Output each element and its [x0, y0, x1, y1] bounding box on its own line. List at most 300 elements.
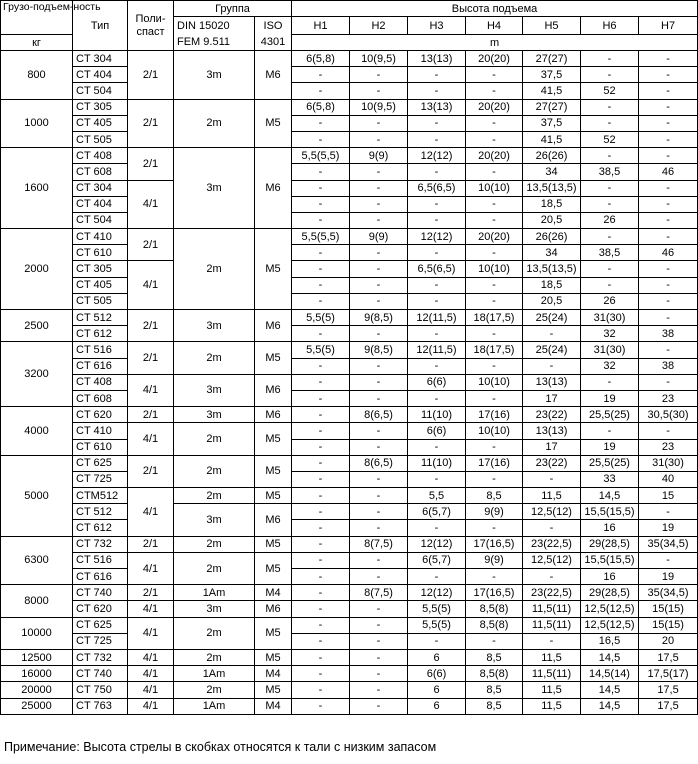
height-h4-cell: 9(9)	[466, 552, 523, 568]
height-h7-cell: -	[639, 293, 698, 309]
height-h5-cell: 17	[523, 390, 581, 406]
height-h2-cell: -	[350, 504, 408, 520]
height-h7-cell: 17,5	[639, 682, 698, 698]
height-h1-cell: -	[292, 536, 350, 552]
header-load-unit: кг	[1, 35, 73, 51]
height-h1-cell: -	[292, 585, 350, 601]
height-h2-cell: -	[350, 164, 408, 180]
reeving-cell: 4/1	[128, 666, 174, 682]
height-h3-cell: -	[408, 212, 466, 228]
reeving-cell: 2/1	[128, 455, 174, 487]
height-h1-cell: -	[292, 180, 350, 196]
height-h6-cell: -	[581, 115, 639, 131]
din-group-cell: 2m	[174, 682, 255, 698]
table-row	[1, 326, 698, 342]
reeving-cell: 4/1	[128, 682, 174, 698]
height-h4-cell: 8,5(8)	[466, 617, 523, 633]
height-h2-cell: -	[350, 83, 408, 99]
hoist-type-cell: CT 305	[73, 99, 128, 115]
iso-group-cell: M4	[255, 585, 292, 601]
hoist-type-cell: CT 625	[73, 455, 128, 471]
height-h4-cell: 10(10)	[466, 423, 523, 439]
header-h3: H3	[408, 17, 466, 35]
height-h6-cell: 32	[581, 358, 639, 374]
height-h4-cell: -	[466, 633, 523, 649]
iso-group-cell: M6	[255, 310, 292, 342]
height-h5-cell: 11,5	[523, 488, 581, 504]
table-row	[1, 536, 698, 552]
reeving-cell: 2/1	[128, 585, 174, 601]
hoist-type-cell: CT 405	[73, 115, 128, 131]
height-h6-cell: 38,5	[581, 164, 639, 180]
height-h6-cell: 12,5(12,5)	[581, 601, 639, 617]
height-h3-cell: 6(6)	[408, 666, 466, 682]
hoist-type-cell: CT 408	[73, 374, 128, 390]
height-h6-cell: 26	[581, 212, 639, 228]
height-h7-cell: -	[639, 504, 698, 520]
height-h2-cell: -	[350, 471, 408, 487]
load-capacity-cell: 12500	[1, 649, 73, 665]
hoist-type-cell: CT 610	[73, 439, 128, 455]
height-h2-cell: -	[350, 245, 408, 261]
load-capacity-cell: 2000	[1, 229, 73, 310]
hoist-type-cell: CT 504	[73, 83, 128, 99]
height-h6-cell: 52	[581, 131, 639, 147]
height-h4-cell: 8,5(8)	[466, 601, 523, 617]
hoist-type-cell: CT 305	[73, 261, 128, 277]
table-row	[1, 569, 698, 585]
height-h3-cell: 5,5	[408, 488, 466, 504]
hoist-type-cell: CT 763	[73, 698, 128, 714]
height-h5-cell: 18,5	[523, 196, 581, 212]
height-h2-cell: 9(8,5)	[350, 310, 408, 326]
height-h1-cell: -	[292, 601, 350, 617]
height-h7-cell: 19	[639, 520, 698, 536]
din-group-cell: 3m	[174, 51, 255, 100]
height-h7-cell: 31(30)	[639, 455, 698, 471]
height-h3-cell: -	[408, 115, 466, 131]
height-h4-cell: 20(20)	[466, 148, 523, 164]
height-h7-cell: 20	[639, 633, 698, 649]
header-height-unit: m	[292, 35, 698, 51]
height-h7-cell: 19	[639, 569, 698, 585]
height-h3-cell: 6,5(6,5)	[408, 261, 466, 277]
table-row	[1, 585, 698, 601]
hoist-type-cell: CT 404	[73, 67, 128, 83]
din-group-cell: 3m	[174, 601, 255, 617]
height-h7-cell: -	[639, 148, 698, 164]
hoist-type-cell: CT 616	[73, 358, 128, 374]
height-h7-cell: -	[639, 277, 698, 293]
height-h2-cell: -	[350, 666, 408, 682]
height-h7-cell: 17,5	[639, 649, 698, 665]
hoist-type-cell: CT 512	[73, 504, 128, 520]
height-h5-cell: 27(27)	[523, 51, 581, 67]
header-fem-standard: FEM 9.511	[174, 35, 255, 51]
iso-group-cell: M6	[255, 148, 292, 229]
height-h5-cell: 23(22)	[523, 455, 581, 471]
height-h4-cell: 9(9)	[466, 504, 523, 520]
height-h1-cell: -	[292, 471, 350, 487]
hoist-type-cell: CT 512	[73, 310, 128, 326]
height-h2-cell: -	[350, 212, 408, 228]
height-h5-cell: 11,5(11)	[523, 617, 581, 633]
table-row	[1, 488, 698, 504]
height-h6-cell: 14,5	[581, 649, 639, 665]
height-h6-cell: 38,5	[581, 245, 639, 261]
height-h3-cell: 12(12)	[408, 148, 466, 164]
height-h5-cell: 13(13)	[523, 374, 581, 390]
iso-group-cell: M5	[255, 488, 292, 504]
height-h7-cell: -	[639, 115, 698, 131]
height-h5-cell: 13,5(13,5)	[523, 180, 581, 196]
height-h4-cell: -	[466, 131, 523, 147]
height-h6-cell: 15,5(15,5)	[581, 552, 639, 568]
height-h6-cell: 29(28,5)	[581, 585, 639, 601]
height-h6-cell: -	[581, 180, 639, 196]
height-h2-cell: -	[350, 488, 408, 504]
header-h2: H2	[350, 17, 408, 35]
height-h7-cell: 17,5(17)	[639, 666, 698, 682]
height-h6-cell: 14,5	[581, 698, 639, 714]
height-h6-cell: 52	[581, 83, 639, 99]
height-h5-cell: 20,5	[523, 293, 581, 309]
height-h7-cell: -	[639, 310, 698, 326]
iso-group-cell: M5	[255, 682, 292, 698]
reeving-cell: 4/1	[128, 601, 174, 617]
height-h1-cell: -	[292, 164, 350, 180]
height-h6-cell: -	[581, 277, 639, 293]
height-h7-cell: -	[639, 423, 698, 439]
height-h3-cell: -	[408, 471, 466, 487]
height-h6-cell: 12,5(12,5)	[581, 617, 639, 633]
hoist-type-cell: CT 732	[73, 536, 128, 552]
reeving-cell: 4/1	[128, 617, 174, 649]
table-row	[1, 293, 698, 309]
height-h3-cell: 6(5,7)	[408, 504, 466, 520]
iso-group-cell: M5	[255, 649, 292, 665]
hoist-type-cell: CT 404	[73, 196, 128, 212]
header-reeving: Поли-спаст	[128, 1, 174, 51]
height-h7-cell: 30,5(30)	[639, 407, 698, 423]
din-group-cell: 3m	[174, 407, 255, 423]
table-row	[1, 601, 698, 617]
height-h1-cell: 5,5(5)	[292, 342, 350, 358]
height-h5-cell: 12,5(12)	[523, 504, 581, 520]
height-h1-cell: -	[292, 196, 350, 212]
hoist-type-cell: CT 516	[73, 342, 128, 358]
height-h3-cell: 5,5(5)	[408, 617, 466, 633]
table-row	[1, 455, 698, 471]
height-h4-cell: -	[466, 196, 523, 212]
height-h7-cell: 38	[639, 358, 698, 374]
height-h4-cell: 18(17,5)	[466, 342, 523, 358]
height-h2-cell: -	[350, 261, 408, 277]
height-h1-cell: -	[292, 390, 350, 406]
height-h6-cell: -	[581, 196, 639, 212]
iso-group-cell: M5	[255, 99, 292, 148]
reeving-cell: 2/1	[128, 310, 174, 342]
reeving-cell: 4/1	[128, 374, 174, 406]
height-h1-cell: 5,5(5,5)	[292, 148, 350, 164]
height-h1-cell: -	[292, 617, 350, 633]
height-h1-cell: -	[292, 649, 350, 665]
header-iso-label: ISO	[255, 17, 292, 35]
height-h6-cell: 25,5(25)	[581, 455, 639, 471]
din-group-cell: 1Am	[174, 666, 255, 682]
iso-group-cell: M6	[255, 504, 292, 536]
height-h1-cell: -	[292, 520, 350, 536]
height-h5-cell: -	[523, 520, 581, 536]
height-h3-cell: 13(13)	[408, 99, 466, 115]
height-h4-cell: -	[466, 83, 523, 99]
height-h2-cell: -	[350, 633, 408, 649]
din-group-cell: 2m	[174, 455, 255, 487]
height-h1-cell: -	[292, 666, 350, 682]
height-h5-cell: 25(24)	[523, 310, 581, 326]
height-h2-cell: -	[350, 552, 408, 568]
height-h6-cell: 16	[581, 569, 639, 585]
height-h5-cell: 17	[523, 439, 581, 455]
iso-group-cell: M5	[255, 552, 292, 584]
height-h2-cell: -	[350, 277, 408, 293]
height-h2-cell: -	[350, 180, 408, 196]
height-h4-cell: -	[466, 115, 523, 131]
hoist-type-cell: CT 725	[73, 471, 128, 487]
height-h4-cell: -	[466, 390, 523, 406]
height-h1-cell: -	[292, 698, 350, 714]
height-h3-cell: -	[408, 245, 466, 261]
din-group-cell: 1Am	[174, 585, 255, 601]
height-h2-cell: -	[350, 358, 408, 374]
header-din-standard: DIN 15020	[174, 17, 255, 35]
height-h4-cell: -	[466, 358, 523, 374]
height-h1-cell: -	[292, 245, 350, 261]
height-h7-cell: 17,5	[639, 698, 698, 714]
iso-group-cell: M6	[255, 407, 292, 423]
height-h5-cell: -	[523, 471, 581, 487]
height-h7-cell: -	[639, 67, 698, 83]
table-row	[1, 51, 698, 67]
height-h2-cell: -	[350, 374, 408, 390]
height-h2-cell: 9(8,5)	[350, 342, 408, 358]
height-h3-cell: 12(12)	[408, 229, 466, 245]
height-h5-cell: -	[523, 633, 581, 649]
height-h3-cell: 11(10)	[408, 407, 466, 423]
height-h7-cell: -	[639, 552, 698, 568]
height-h3-cell: -	[408, 520, 466, 536]
height-h6-cell: 31(30)	[581, 310, 639, 326]
iso-group-cell: M6	[255, 374, 292, 406]
height-h3-cell: -	[408, 277, 466, 293]
hoist-type-cell: CT 612	[73, 520, 128, 536]
height-h6-cell: -	[581, 67, 639, 83]
height-h3-cell: 12(12)	[408, 536, 466, 552]
height-h7-cell: 35(34,5)	[639, 536, 698, 552]
height-h7-cell: -	[639, 212, 698, 228]
hoist-type-cell: CT 304	[73, 51, 128, 67]
height-h2-cell: -	[350, 569, 408, 585]
hoist-type-cell: CT 740	[73, 666, 128, 682]
height-h3-cell: -	[408, 67, 466, 83]
height-h6-cell: 14,5	[581, 488, 639, 504]
height-h7-cell: -	[639, 342, 698, 358]
height-h3-cell: 5,5(5)	[408, 601, 466, 617]
height-h3-cell: -	[408, 633, 466, 649]
height-h4-cell: -	[466, 569, 523, 585]
din-group-cell: 2m	[174, 649, 255, 665]
height-h7-cell: -	[639, 99, 698, 115]
header-lift-height: Высота подъема	[292, 1, 698, 17]
iso-group-cell: M5	[255, 536, 292, 552]
height-h4-cell: -	[466, 520, 523, 536]
hoist-type-cell: CT 608	[73, 390, 128, 406]
height-h7-cell: -	[639, 51, 698, 67]
header-h6: H6	[581, 17, 639, 35]
height-h5-cell: -	[523, 569, 581, 585]
iso-group-cell: M5	[255, 229, 292, 310]
height-h2-cell: -	[350, 196, 408, 212]
height-h5-cell: 34	[523, 245, 581, 261]
load-capacity-cell: 6300	[1, 536, 73, 585]
height-h5-cell: 34	[523, 164, 581, 180]
height-h7-cell: -	[639, 261, 698, 277]
height-h5-cell: 26(26)	[523, 229, 581, 245]
table-row	[1, 552, 698, 568]
height-h1-cell: -	[292, 504, 350, 520]
height-h2-cell: -	[350, 601, 408, 617]
height-h2-cell: -	[350, 131, 408, 147]
height-h4-cell: -	[466, 293, 523, 309]
height-h2-cell: -	[350, 115, 408, 131]
height-h3-cell: -	[408, 326, 466, 342]
height-h4-cell: -	[466, 471, 523, 487]
table-row	[1, 99, 698, 115]
height-h5-cell: 13,5(13,5)	[523, 261, 581, 277]
reeving-cell: 2/1	[128, 229, 174, 261]
table-row	[1, 633, 698, 649]
reeving-cell: 4/1	[128, 552, 174, 584]
reeving-cell: 2/1	[128, 51, 174, 100]
reeving-cell: 4/1	[128, 649, 174, 665]
din-group-cell: 2m	[174, 342, 255, 374]
height-h3-cell: 6	[408, 682, 466, 698]
reeving-cell: 2/1	[128, 148, 174, 180]
hoist-type-cell: CT 408	[73, 148, 128, 164]
height-h3-cell: -	[408, 164, 466, 180]
height-h2-cell: -	[350, 423, 408, 439]
load-capacity-cell: 2500	[1, 310, 73, 342]
height-h5-cell: -	[523, 326, 581, 342]
height-h4-cell: 20(20)	[466, 99, 523, 115]
hoist-type-cell: CT 625	[73, 617, 128, 633]
load-capacity-cell: 1600	[1, 148, 73, 229]
height-h3-cell: -	[408, 569, 466, 585]
height-h2-cell: 8(7,5)	[350, 536, 408, 552]
hoist-type-cell: CT 505	[73, 293, 128, 309]
reeving-cell: 4/1	[128, 423, 174, 455]
height-h6-cell: -	[581, 99, 639, 115]
height-h1-cell: -	[292, 83, 350, 99]
height-h3-cell: -	[408, 196, 466, 212]
iso-group-cell: M5	[255, 423, 292, 455]
header-h5: H5	[523, 17, 581, 35]
hoist-type-cell: CT 610	[73, 245, 128, 261]
height-h6-cell: -	[581, 423, 639, 439]
hoist-type-cell: CTM512	[73, 488, 128, 504]
height-h3-cell: -	[408, 439, 466, 455]
height-h6-cell: 16	[581, 520, 639, 536]
table-row	[1, 666, 698, 682]
table-row	[1, 245, 698, 261]
height-h5-cell: 27(27)	[523, 99, 581, 115]
height-h7-cell: 46	[639, 164, 698, 180]
height-h1-cell: -	[292, 277, 350, 293]
height-h2-cell: -	[350, 698, 408, 714]
height-h2-cell: -	[350, 326, 408, 342]
iso-group-cell: M4	[255, 698, 292, 714]
hoist-type-cell: CT 516	[73, 552, 128, 568]
hoist-type-cell: CT 620	[73, 601, 128, 617]
iso-group-cell: M4	[255, 666, 292, 682]
height-h3-cell: 6(6)	[408, 374, 466, 390]
height-h4-cell: 10(10)	[466, 180, 523, 196]
height-h5-cell: 11,5(11)	[523, 601, 581, 617]
height-h2-cell: -	[350, 649, 408, 665]
height-h4-cell: 10(10)	[466, 261, 523, 277]
height-h6-cell: 19	[581, 390, 639, 406]
table-row	[1, 164, 698, 180]
iso-group-cell: M5	[255, 455, 292, 487]
height-h1-cell: -	[292, 488, 350, 504]
height-h6-cell: -	[581, 229, 639, 245]
height-h7-cell: -	[639, 196, 698, 212]
table-row	[1, 504, 698, 520]
height-h4-cell: 17(16)	[466, 455, 523, 471]
height-h7-cell: 38	[639, 326, 698, 342]
load-capacity-cell: 16000	[1, 666, 73, 682]
din-group-cell: 3m	[174, 504, 255, 536]
din-group-cell: 2m	[174, 423, 255, 455]
height-h1-cell: -	[292, 115, 350, 131]
height-h3-cell: -	[408, 358, 466, 374]
height-h2-cell: 10(9,5)	[350, 99, 408, 115]
height-h5-cell: -	[523, 358, 581, 374]
height-h1-cell: -	[292, 439, 350, 455]
reeving-cell: 2/1	[128, 99, 174, 148]
height-h2-cell: 8(6,5)	[350, 455, 408, 471]
height-h6-cell: -	[581, 374, 639, 390]
din-group-cell: 2m	[174, 229, 255, 310]
height-h1-cell: -	[292, 212, 350, 228]
height-h1-cell: 6(5,8)	[292, 99, 350, 115]
height-h7-cell: -	[639, 229, 698, 245]
iso-group-cell: M6	[255, 51, 292, 100]
height-h4-cell: 8,5	[466, 649, 523, 665]
height-h7-cell: 23	[639, 390, 698, 406]
height-h6-cell: 14,5	[581, 682, 639, 698]
table-row	[1, 390, 698, 406]
height-h6-cell: 33	[581, 471, 639, 487]
height-h6-cell: -	[581, 261, 639, 277]
height-h2-cell: -	[350, 67, 408, 83]
height-h6-cell: 19	[581, 439, 639, 455]
height-h1-cell: -	[292, 67, 350, 83]
height-h1-cell: -	[292, 633, 350, 649]
hoist-type-cell: CT 620	[73, 407, 128, 423]
height-h2-cell: 10(9,5)	[350, 51, 408, 67]
load-capacity-cell: 1000	[1, 99, 73, 148]
